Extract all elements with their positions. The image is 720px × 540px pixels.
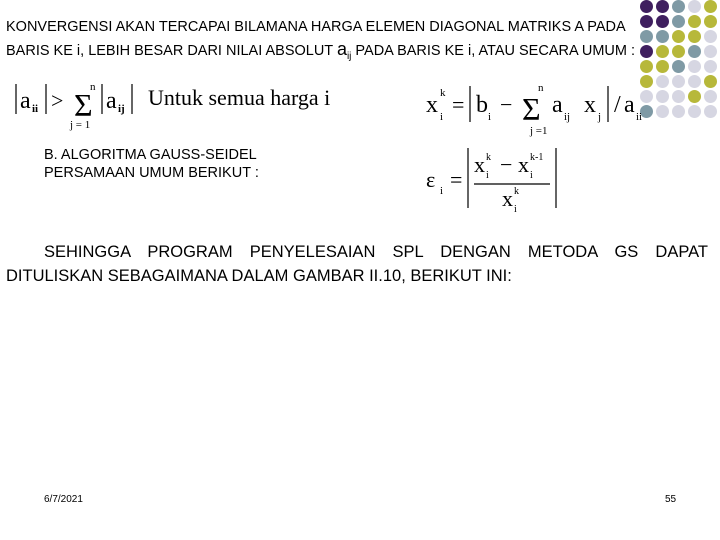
f3-eps: ε: [426, 167, 436, 192]
intro-var-sub: ij: [346, 50, 352, 62]
f1-left-sub: ii: [32, 103, 39, 115]
footer-date: 6/7/2021: [44, 494, 83, 505]
f3-equals: =: [450, 167, 463, 192]
f2-b: b: [476, 92, 488, 118]
formula-gauss-seidel-update: [420, 80, 645, 138]
f2-b-sub: i: [488, 111, 492, 123]
f2-minus: −: [500, 92, 513, 117]
f3-x3: x: [502, 186, 513, 211]
section-b-title: B. ALGORITMA GAUSS-SEIDEL: [44, 147, 257, 163]
f2-a-sub: ij: [564, 111, 571, 123]
intro-line-2-end: PADA BARIS KE i, ATAU SECARA UMUM :: [351, 43, 636, 59]
decor-dot: [704, 105, 717, 118]
decor-dot: [672, 0, 685, 13]
f1-sigma: Σ: [74, 87, 93, 123]
intro-line-1: KONVERGENSI AKAN TERCAPAI BILAMANA HARGA ELEMEN DIAGONAL MATRIKS A PADA: [6, 19, 626, 35]
section-b-subtitle: PERSAMAAN UMUM BERIKUT :: [44, 165, 259, 181]
f2-a: a: [552, 92, 563, 118]
f3-eps-sub: i: [440, 185, 444, 197]
f2-lhs-sub: i: [440, 111, 444, 123]
f2-x-sub: j: [598, 111, 602, 123]
f1-sum-top: n: [90, 81, 96, 93]
paragraph-line-1: SEHINGGA PROGRAM PENYELESAIAN SPL DENGAN METODA GS DAPAT: [44, 243, 708, 261]
decor-dot: [656, 105, 669, 118]
decor-dot: [672, 75, 685, 88]
intro-line-2-start: BARIS KE i, LEBIH BESAR DARI NILAI ABSOLUT: [6, 43, 337, 59]
f3-minus: −: [500, 152, 513, 177]
f1-left-a: a: [20, 88, 31, 114]
f2-lhs-x: x: [426, 92, 438, 118]
decor-dot: [672, 90, 685, 103]
f1-caption: Untuk semua harga i: [148, 85, 331, 110]
paragraph-line-2: DITULISKAN SEBAGAIMANA DALAM GAMBAR II.10, BERIKUT INI:: [6, 267, 512, 285]
f2-lhs-sup: k: [440, 87, 446, 99]
decor-dot: [704, 75, 717, 88]
formula-relative-error: [420, 142, 570, 214]
f1-term-sub: ij: [118, 103, 125, 115]
decor-dot: [688, 75, 701, 88]
f2-equals: =: [452, 92, 465, 117]
f3-x2: x: [518, 152, 529, 177]
f2-sigma: Σ: [522, 91, 541, 127]
decor-dot: [640, 0, 653, 13]
decor-dot: [656, 0, 669, 13]
f3-x1-sub: i: [486, 170, 489, 181]
f3-x1: x: [474, 152, 485, 177]
f3-x2-sup: k-1: [530, 152, 544, 163]
decor-dot: [672, 105, 685, 118]
f3-x3-sup: k: [514, 186, 519, 197]
f3-x1-sup: k: [486, 152, 491, 163]
page-number: 55: [665, 494, 677, 505]
f2-div: /: [614, 92, 621, 118]
f2-sum-top: n: [538, 82, 544, 94]
decor-dot: [688, 90, 701, 103]
decor-dot: [688, 105, 701, 118]
decor-dot: [704, 90, 717, 103]
intro-line-2: [6, 38, 718, 68]
decor-dot: [656, 90, 669, 103]
f3-x3-sub: i: [514, 204, 517, 214]
f2-a2: a: [624, 92, 635, 118]
f2-sum-bottom: j =1: [530, 125, 548, 137]
section-b: [44, 146, 259, 182]
f1-sum-bottom: j = 1: [70, 119, 91, 131]
f2-x: x: [584, 92, 596, 118]
decor-dot: [656, 75, 669, 88]
decor-dot: [688, 0, 701, 13]
f1-relation: >: [51, 88, 64, 113]
f1-term-a: a: [106, 88, 117, 114]
formula-diagonal-dominance: [10, 78, 370, 134]
program-paragraph: [6, 240, 708, 288]
f3-x2-sub: i: [530, 170, 533, 181]
intro-var-a: a: [336, 39, 347, 59]
decor-dot: [704, 0, 717, 13]
f2-a2-sub: ii: [636, 111, 643, 123]
intro-text: [6, 16, 718, 68]
